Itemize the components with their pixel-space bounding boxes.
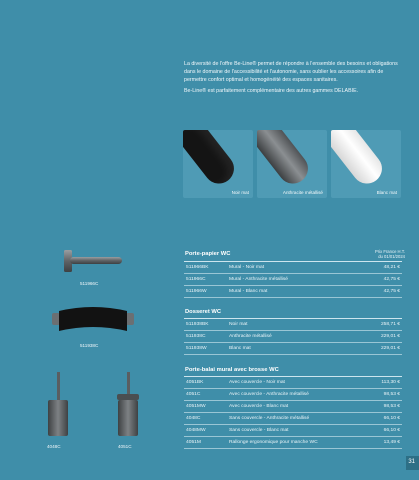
desc-cell: Anthracite métallisé xyxy=(229,334,272,339)
desc-cell: Blanc mat xyxy=(229,346,251,351)
label-brush-without-lid: 4048C xyxy=(47,444,61,449)
table-row xyxy=(184,437,402,449)
label-paper-holder: 511966C xyxy=(80,281,99,286)
price-cell: 48,21 € xyxy=(383,265,400,270)
backrest-image xyxy=(50,303,136,339)
desc-cell: Mural - Noir mat xyxy=(229,265,265,270)
table-porte-papier xyxy=(184,261,402,298)
label-brush-with-lid: 4051C xyxy=(118,444,132,449)
desc-cell: Mural - Blanc mat xyxy=(229,289,268,294)
table-row xyxy=(184,262,402,274)
price-cell: 229,01 € xyxy=(380,334,400,339)
ref-cell: 4048MW xyxy=(186,428,206,433)
price-header xyxy=(375,249,405,259)
table-row xyxy=(184,401,402,413)
table-row xyxy=(184,343,402,355)
table-row xyxy=(184,377,402,389)
price-cell: 229,01 € xyxy=(380,346,400,351)
price-header-line2: du 01/01/2024 xyxy=(378,254,405,260)
finish-label-black: Noir mat xyxy=(231,190,249,195)
table-row xyxy=(184,425,402,437)
ref-cell: 511938C xyxy=(186,334,206,339)
price-cell: 42,75 € xyxy=(383,289,400,294)
section-title-porte-papier: Porte-papier WC xyxy=(185,251,231,257)
desc-cell: Sans couvercle - Anthracite métallisé xyxy=(229,416,310,421)
desc-cell: Avec couvercle - Noir mat xyxy=(229,380,285,385)
table-row xyxy=(184,286,402,298)
price-cell: 42,75 € xyxy=(383,277,400,282)
section-title-porte-balai: Porte-balai mural avec brosse WC xyxy=(185,367,279,373)
price-cell: 113,30 € xyxy=(381,380,400,385)
ref-cell: 4051MW xyxy=(186,404,206,409)
finish-label-white: Blanc mat xyxy=(376,190,397,195)
white-bar-image xyxy=(331,130,388,190)
price-cell: 98,53 € xyxy=(383,392,400,397)
desc-cell: Noir mat xyxy=(229,322,248,327)
finish-swatch-black xyxy=(183,130,253,198)
intro-paragraph-2: Be-Line® est parfaitement complémentaire des autres gammes DELABIE. xyxy=(184,88,359,95)
desc-cell: Mural - Anthracite métallisé xyxy=(229,277,288,282)
finish-swatch-white xyxy=(331,130,401,198)
table-row xyxy=(184,389,402,401)
section-title-dosseret: Dosseret WC xyxy=(185,309,222,315)
intro-text xyxy=(184,61,404,100)
finish-swatch-anthracite xyxy=(257,130,327,198)
desc-cell: Avec couvercle - Blanc mat xyxy=(229,404,289,409)
ref-cell: 4051BK xyxy=(186,380,204,385)
price-cell: 66,10 € xyxy=(383,416,400,421)
ref-cell: 4051C xyxy=(186,392,201,397)
desc-cell: Avec couvercle - Anthracite métallisé xyxy=(229,392,309,397)
ref-cell: 511966C xyxy=(186,277,206,282)
price-cell: 98,53 € xyxy=(383,404,400,409)
table-row xyxy=(184,413,402,425)
ref-cell: 511966W xyxy=(186,289,207,294)
finish-label-anthracite: Anthracite métallisé xyxy=(282,190,323,195)
desc-cell: Sans couvercle - Blanc mat xyxy=(229,428,289,433)
price-cell: 13,49 € xyxy=(383,440,400,445)
intro-paragraph-1: La diversité de l'offre Be-Line® permet de répondre à l'ensemble des besoins et obligations dans le domaine de l'accessibilité et l'autonomie, sans oublier les accessoires afin de permettre confort optimal et homogénéité des espaces sanitaires. xyxy=(184,61,398,83)
ref-cell: 511938W xyxy=(186,346,207,351)
ref-cell: 511938BK xyxy=(186,322,209,327)
page-number: 31 xyxy=(408,459,415,465)
paper-holder-image xyxy=(58,248,128,276)
anthracite-bar-image xyxy=(257,130,314,190)
price-cell: 258,71 € xyxy=(380,322,400,327)
table-dosseret xyxy=(184,318,402,355)
desc-cell: Rallonge ergonomique pour manche WC xyxy=(229,440,318,445)
black-bar-image xyxy=(183,130,240,190)
table-row xyxy=(184,319,402,331)
ref-cell: 4051M xyxy=(186,440,201,445)
price-cell: 66,10 € xyxy=(383,428,400,433)
price-header-line1: Prix France H.T. xyxy=(374,249,405,254)
ref-cell: 511966BK xyxy=(186,265,209,270)
table-porte-balai xyxy=(184,376,402,449)
table-row xyxy=(184,331,402,343)
brush-without-lid-image xyxy=(44,370,74,438)
ref-cell: 4048C xyxy=(186,416,201,421)
brush-with-lid-image xyxy=(114,370,144,438)
label-backrest: 511938C xyxy=(80,343,99,348)
table-row xyxy=(184,274,402,286)
